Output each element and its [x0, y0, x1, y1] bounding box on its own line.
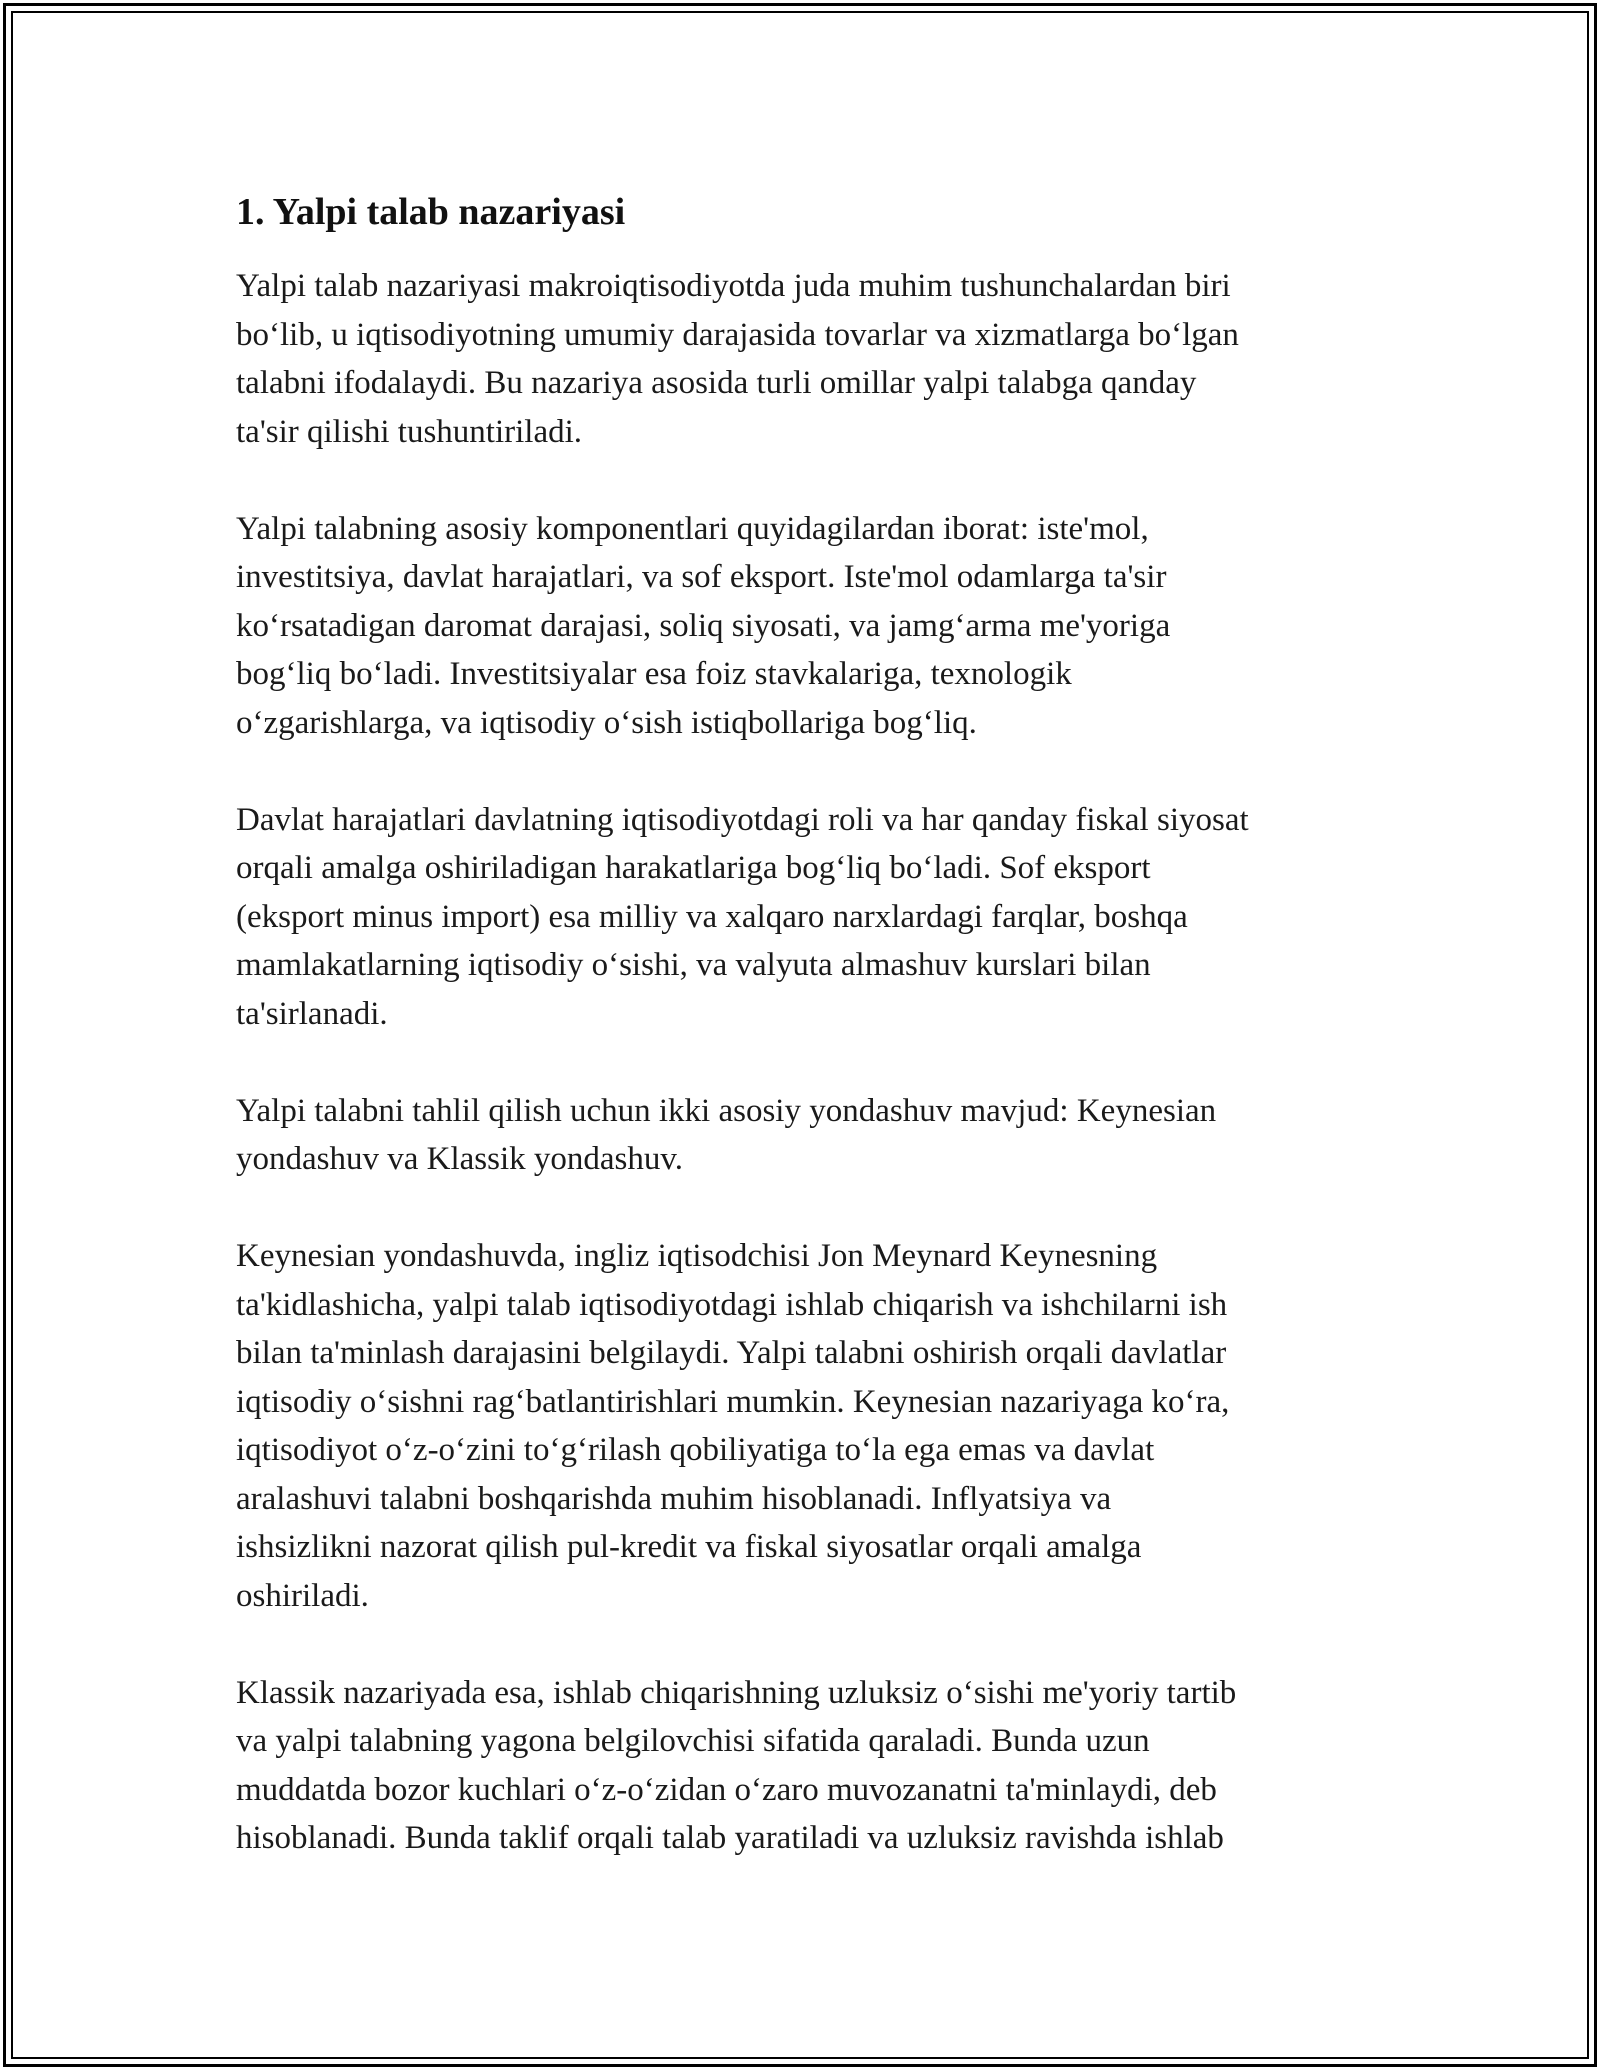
paragraph-line: o‘zgarishlarga, va iqtisodiy o‘sish istiqbollariga bog‘liq. [236, 704, 977, 741]
paragraph-3 [236, 796, 1366, 1039]
paragraph-line: ishsizlikni nazorat qilish pul-kredit va fiskal siyosatlar orqali amalga [236, 1529, 1142, 1565]
paragraph-line: oshiriladi. [236, 1577, 369, 1614]
paragraph-line: orqali amalga oshiriladigan harakatlariga bog‘liq bo‘ladi. Sof eksport [236, 850, 1151, 886]
paragraph-line: Davlat harajatlari davlatning iqtisodiyotdagi roli va har qanday fiskal siyosat [236, 801, 1249, 838]
paragraph-line: Yalpi talab nazariyasi makroiqtisodiyotda juda muhim tushunchalardan biri [236, 268, 1231, 304]
paragraph-line: Keynesian yondashuvda, ingliz iqtisodchisi Jon Meynard Keynesning [236, 1238, 1158, 1274]
paragraph-5 [236, 1232, 1366, 1620]
paragraph-line: muddatda bozor kuchlari o‘z-o‘zidan o‘zaro muvozanatni ta'minlaydi, deb [236, 1771, 1217, 1808]
paragraph-line: ta'sir qilishi tushuntiriladi. [236, 413, 583, 450]
document-body [236, 188, 1366, 1911]
paragraph-line: iqtisodiy o‘sishni rag‘batlantirishlari mumkin. Keynesian nazariyaga ko‘ra, [236, 1383, 1230, 1420]
paragraph-line: investitsiya, davlat harajatlari, va sof eksport. Iste'mol odamlarga ta'sir [236, 559, 1167, 595]
paragraph-line: ta'kidlashicha, yalpi talab iqtisodiyotdagi ishlab chiqarish va ishchilarni ish [236, 1286, 1228, 1323]
paragraph-line: Yalpi talabning asosiy komponentlari quyidagilardan iborat: iste'mol, [236, 510, 1149, 547]
paragraph-line: bilan ta'minlash darajasini belgilaydi. Yalpi talabni oshirish orqali davlatlar [236, 1335, 1227, 1371]
paragraph-line: va yalpi talabning yagona belgilovchisi sifatida qaraladi. Bunda uzun [236, 1723, 1150, 1759]
paragraph-line: iqtisodiyot o‘z-o‘zini to‘g‘rilash qobiliyatiga to‘la ega emas va davlat [236, 1432, 1155, 1468]
paragraph-6 [236, 1669, 1366, 1863]
paragraph-line: bog‘liq bo‘ladi. Investitsiyalar esa foiz stavkalariga, texnologik [236, 656, 1072, 692]
paragraph-line: talabni ifodalaydi. Bu nazariya asosida turli omillar yalpi talabga qanday [236, 365, 1197, 401]
paragraph-2 [236, 505, 1366, 748]
paragraph-line: mamlakatlarning iqtisodiy o‘sishi, va valyuta almashuv kurslari bilan [236, 947, 1151, 983]
section-heading: 1. Yalpi talab nazariyasi [236, 191, 626, 233]
paragraph-line: ko‘rsatadigan daromat darajasi, soliq siyosati, va jamg‘arma me'yoriga [236, 607, 1171, 644]
paragraph-4 [236, 1087, 1366, 1184]
paragraph-line: Yalpi talabni tahlil qilish uchun ikki asosiy yondashuv mavjud: Keynesian [236, 1092, 1217, 1129]
paragraph-line: aralashuvi talabni boshqarishda muhim hisoblanadi. Inflyatsiya va [236, 1480, 1112, 1517]
paragraph-1 [236, 262, 1366, 456]
paragraph-line: hisoblanadi. Bunda taklif orqali talab yaratiladi va uzluksiz ravishda ishlab [236, 1820, 1224, 1856]
paragraph-line: ta'sirlanadi. [236, 995, 388, 1032]
paragraph-line: Klassik nazariyada esa, ishlab chiqarishning uzluksiz o‘sishi me'yoriy tartib [236, 1674, 1237, 1711]
paragraph-line: bo‘lib, u iqtisodiyotning umumiy darajasida tovarlar va xizmatlarga bo‘lgan [236, 316, 1239, 353]
paragraph-line: (eksport minus import) esa milliy va xalqaro narxlardagi farqlar, boshqa [236, 898, 1188, 935]
paragraph-line: yondashuv va Klassik yondashuv. [236, 1141, 683, 1177]
